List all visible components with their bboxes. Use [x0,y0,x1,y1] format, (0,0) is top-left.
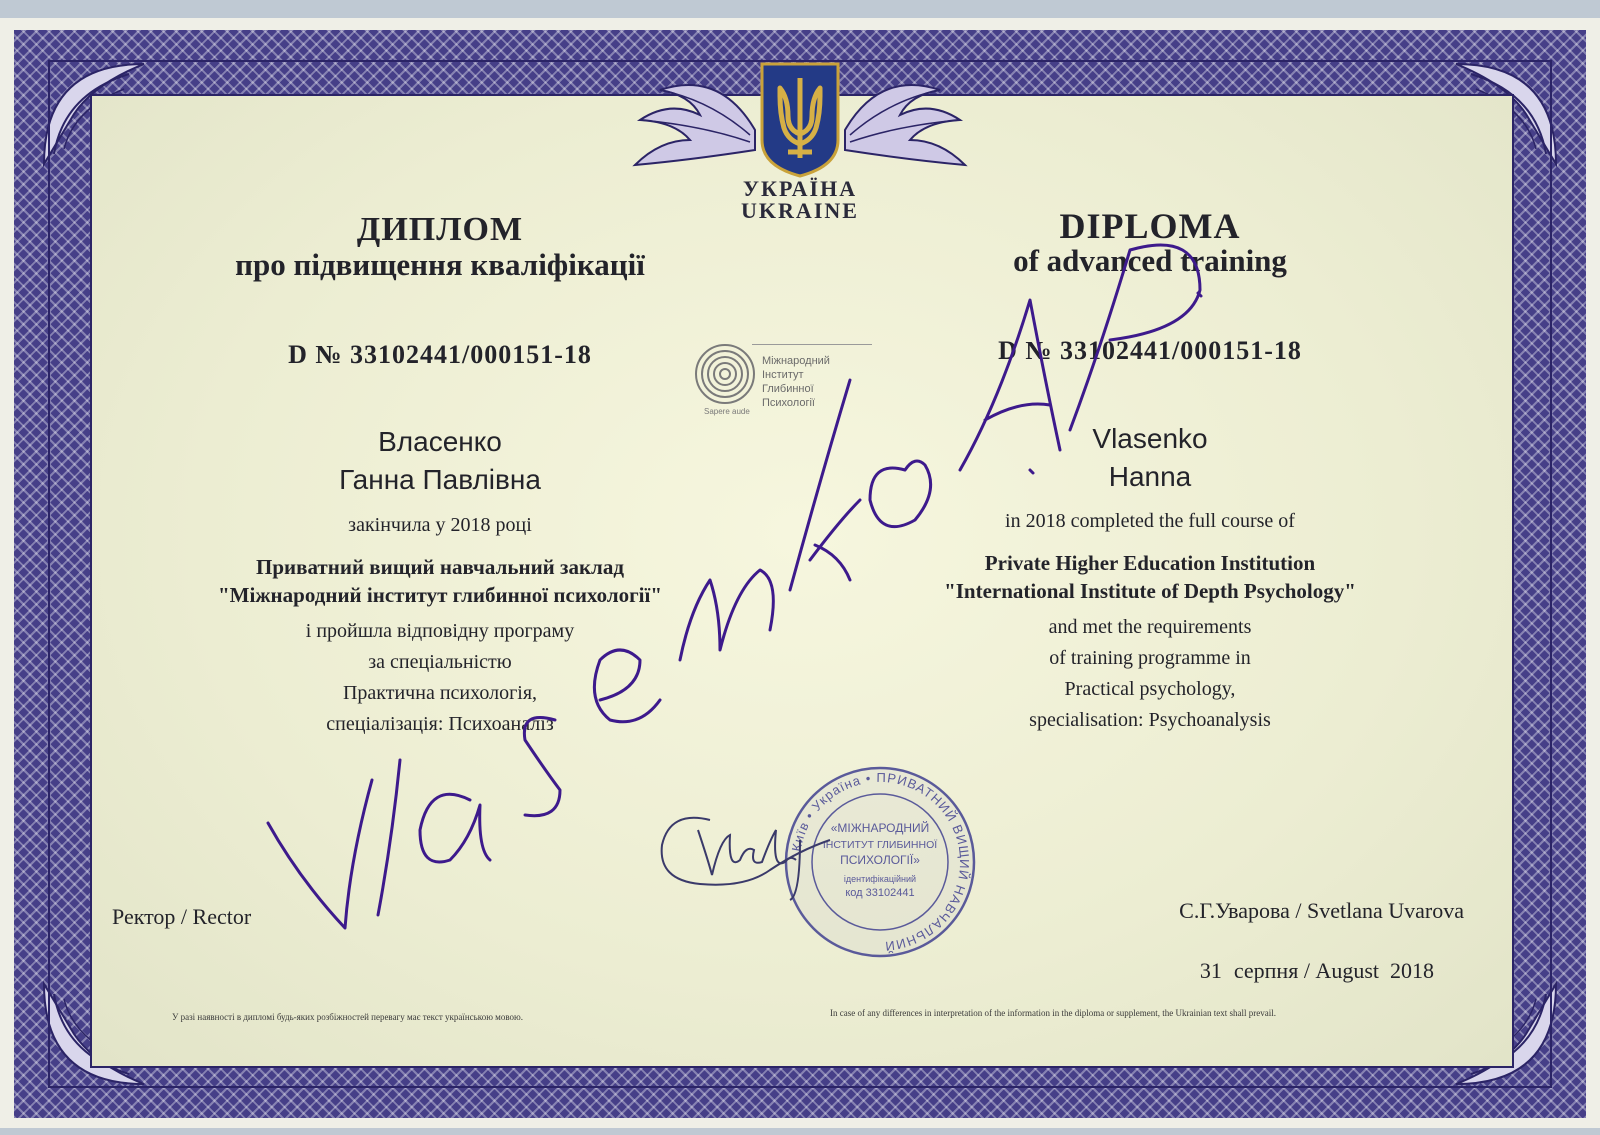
en-surname: Vlasenko [1092,423,1208,454]
stamp-line4: ідентифікаційний [843,874,917,884]
en-holder-name [880,420,1420,496]
ua-title-block [180,212,700,282]
stamp-line5: код 33102441 [845,887,915,899]
logo-rule [752,344,872,345]
country-ua: УКРАЇНА [742,176,858,201]
en-institution [880,549,1420,605]
ua-subtitle: про підвищення кваліфікації [235,247,645,282]
rector-label: Ректор / Rector [112,904,252,929]
ua-program-line1: і пройшла відповідну програму [305,620,575,642]
ua-institution-line1: Приватний вищий навчальний заклад [256,555,624,579]
signer-name: С.Г.Уварова / Svetlana Uvarova [1179,898,1464,923]
ua-surname: Власенко [378,426,502,457]
stamp-line3: ПСИХОЛОГІЇ» [840,853,920,867]
logo-line4: Психології [762,397,815,409]
ua-program-line3: Практична психологія, [342,682,538,704]
ua-completed: закінчила у 2018 році [348,514,532,536]
ua-diploma-number: D № 33102441/000151-18 [288,340,592,369]
en-program [880,612,1420,736]
en-program-line3: Practical psychology, [1064,678,1236,700]
ua-program-line4: спеціалізація: Психоаналіз [326,713,554,735]
date-rest: серпня / August 2018 [1233,958,1434,983]
en-program-line2: of training programme in [1049,647,1251,669]
stamp-ring-text: Київ • Україна • ПРИВАТНИЙ ВИЩИЙ НАВЧАЛЬНИЙ [788,769,973,954]
ua-program-line2: за спеціальністю [368,651,512,673]
leaf-ornament-icon [840,60,980,180]
date-day: 31 [1199,958,1222,983]
en-subtitle: of advanced training [1013,243,1287,278]
logo-line3: Глибинної [762,383,814,395]
en-diploma-number: D № 33102441/000151-18 [998,336,1302,365]
leaf-ornament-icon [620,60,760,180]
en-title-block [880,208,1420,278]
ua-institution [180,553,700,609]
rector-signature [650,800,840,910]
spiral-logo-icon [690,340,760,420]
en-institution-line2: "International Institute of Depth Psychology" [944,579,1356,603]
ua-holder-name [180,423,700,499]
logo-motto: Sapere aude [704,407,750,416]
ua-program [180,616,700,740]
en-institution-line1: Private Higher Education Institution [984,551,1316,575]
ua-institution-line2: "Міжнародний інститут глибинної психології" [218,583,662,607]
en-program-line1: and met the requirements [1048,616,1252,638]
ua-title: ДИПЛОМ [356,211,524,248]
issue-date [1200,958,1434,984]
en-completed: in 2018 completed the full course of [1005,510,1295,532]
en-title: DIPLOMA [1059,206,1241,246]
logo-line2: Інститут [762,369,804,381]
en-program-line4: specialisation: Psychoanalysis [1029,709,1271,731]
footnote-ua: У разі наявності в дипломі будь-яких розбіжностей перевагу має текст українською мовою. [172,1012,524,1022]
logo-text [762,354,830,410]
country-en: UKRAINE [741,198,859,223]
ukraine-trident-crest-icon [758,60,842,180]
institute-logo [690,340,890,440]
ua-given-names: Ганна Павлівна [339,464,541,495]
en-given-names: Hanna [1108,461,1192,492]
stamp-line2: ІНСТИТУТ ГЛИБИННОЇ [822,839,938,851]
footnote-en: In case of any differences in interpretation of the information in the diploma or supplement, the Ukrainian text shall prevail. [830,1008,1276,1018]
stamp-line1: «МІЖНАРОДНИЙ [830,821,930,835]
logo-line1: Міжнародний [762,355,830,367]
